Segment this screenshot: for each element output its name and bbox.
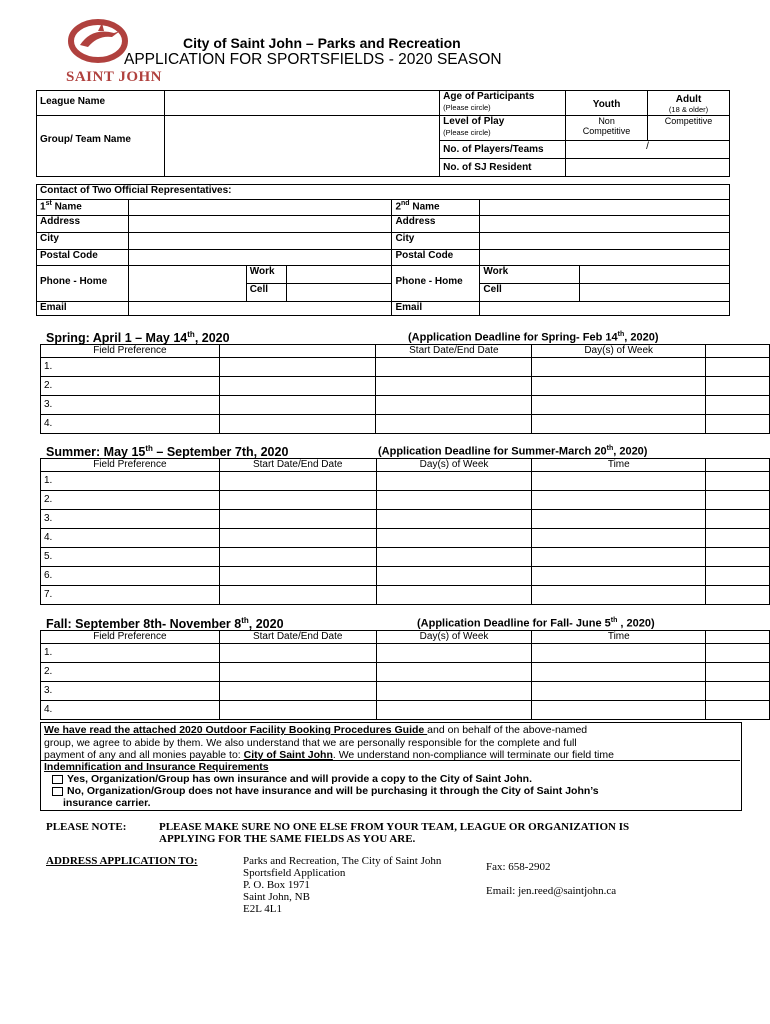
page-title: APPLICATION FOR SPORTSFIELDS - 2020 SEASON: [124, 51, 502, 68]
spring-cell[interactable]: [706, 358, 770, 377]
fall-cell[interactable]: [532, 701, 706, 720]
spring-row-3[interactable]: 3.: [41, 396, 220, 415]
summer-title: Summer: May 15th – September 7th, 2020: [46, 444, 289, 460]
players-field[interactable]: /: [566, 141, 730, 159]
fall-row-1[interactable]: 1.: [41, 644, 220, 663]
summer-cell[interactable]: [532, 586, 706, 605]
fall-cell[interactable]: [532, 682, 706, 701]
summer-cell[interactable]: [376, 586, 532, 605]
address-field-2[interactable]: [480, 216, 730, 233]
agreement-text-3a: payment of any and all monies payable to:: [44, 749, 244, 761]
fall-cell[interactable]: [219, 663, 376, 682]
please-circle-note-2: (Please circle): [443, 128, 491, 137]
insurance-no-label-2: insurance carrier.: [63, 797, 151, 809]
contact-email[interactable]: Email: jen.reed@saintjohn.ca: [486, 885, 617, 897]
summer-cell[interactable]: [376, 491, 532, 510]
second-name-field[interactable]: [480, 200, 730, 216]
summer-cell[interactable]: [219, 529, 376, 548]
work-field-2[interactable]: [580, 266, 730, 284]
spring-cell[interactable]: [219, 415, 376, 434]
summer-cell[interactable]: [532, 529, 706, 548]
first-name-field[interactable]: [128, 200, 392, 216]
summer-cell[interactable]: [219, 491, 376, 510]
postal-label-2: Postal Code: [392, 250, 480, 266]
org-line: City of Saint John – Parks and Recreation: [183, 35, 461, 51]
group-name-field[interactable]: [164, 116, 439, 177]
summer-cell[interactable]: [706, 586, 770, 605]
summer-row-5[interactable]: 5.: [41, 548, 220, 567]
adult-option[interactable]: [648, 91, 730, 116]
work-field-1[interactable]: [286, 266, 392, 284]
fall-title: Fall: September 8th- November 8th, 2020: [46, 616, 284, 632]
fall-cell[interactable]: [706, 644, 770, 663]
address-label-2: Address: [392, 216, 480, 233]
spring-row-4[interactable]: 4.: [41, 415, 220, 434]
spring-col-days: Day(s) of Week: [532, 345, 706, 358]
fall-row-2[interactable]: 2.: [41, 663, 220, 682]
logo-text: SAINT JOHN: [66, 69, 162, 85]
work-label-2: Work: [480, 266, 580, 284]
fall-table: [40, 630, 770, 720]
addr-line-3: P. O. Box 1971: [243, 879, 310, 891]
competitive-option[interactable]: Competitive: [648, 116, 730, 141]
summer-cell[interactable]: [706, 472, 770, 491]
phone-home-field-1[interactable]: [128, 266, 246, 302]
fall-cell[interactable]: [376, 701, 532, 720]
level-label: Level of Play: [443, 116, 505, 127]
note-line-1: PLEASE MAKE SURE NO ONE ELSE FROM YOUR TEAM, LEAGUE OR ORGANIZATION IS: [159, 821, 630, 833]
summer-cell[interactable]: [219, 586, 376, 605]
fall-deadline: (Application Deadline for Fall- June 5th , 2020): [417, 617, 655, 630]
please-note-label: PLEASE NOTE:: [46, 821, 127, 833]
spring-title: Spring: April 1 – May 14th, 2020: [46, 330, 230, 346]
fall-cell[interactable]: [532, 644, 706, 663]
insurance-no-label: No, Organization/Group does not have insurance and will be purchasing it through the City of Saint John’s: [67, 785, 599, 797]
summer-row-7[interactable]: 7.: [41, 586, 220, 605]
summer-cell[interactable]: [376, 548, 532, 567]
insurance-heading: Indemnification and Insurance Requirements: [44, 761, 269, 773]
spring-col-blank: [219, 345, 376, 358]
players-label: No. of Players/Teams: [440, 141, 566, 159]
summer-table: [40, 458, 770, 605]
agreement-text-3b: City of Saint John: [243, 749, 333, 761]
mailing-address: [243, 855, 441, 915]
summer-col-field: Field Preference: [41, 459, 220, 472]
summer-cell[interactable]: [532, 491, 706, 510]
sj-resident-field[interactable]: [566, 159, 730, 177]
spring-cell[interactable]: [532, 396, 706, 415]
city-label-2: City: [392, 233, 480, 250]
cell-label-1: Cell: [246, 284, 286, 302]
spring-cell[interactable]: [219, 377, 376, 396]
email-label-2: Email: [392, 302, 480, 316]
agreement-text-3c: . We understand non-compliance will terminate our field time: [332, 749, 614, 761]
summer-cell[interactable]: [706, 510, 770, 529]
summer-cell[interactable]: [376, 567, 532, 586]
sj-resident-label: No. of SJ Resident: [440, 159, 566, 177]
fax-number: Fax: 658-2902: [486, 861, 551, 873]
spring-row-2[interactable]: 2.: [41, 377, 220, 396]
spring-col-blank-2: [706, 345, 770, 358]
contact-heading: Contact of Two Official Representatives:: [37, 185, 730, 200]
second-name-label: 2nd Name: [392, 200, 480, 216]
email-field-2[interactable]: [480, 302, 730, 316]
fall-cell[interactable]: [219, 682, 376, 701]
summer-col-time: Time: [532, 459, 706, 472]
spring-cell[interactable]: [532, 358, 706, 377]
summer-row-6[interactable]: 6.: [41, 567, 220, 586]
addr-line-4: Saint John, NB: [243, 891, 310, 903]
fall-cell[interactable]: [219, 701, 376, 720]
summer-col-days: Day(s) of Week: [376, 459, 532, 472]
address-label: ADDRESS APPLICATION TO:: [46, 855, 198, 867]
email-label-1: Email: [37, 302, 129, 316]
agreement-text-2: group, we agree to abide by them. We also understand that we are personally responsible for the complete and full: [44, 736, 577, 749]
spring-table: [40, 344, 770, 434]
summer-row-4[interactable]: 4.: [41, 529, 220, 548]
address-label-1: Address: [37, 216, 129, 233]
fall-cell[interactable]: [376, 682, 532, 701]
first-name-label: 1st Name: [37, 200, 129, 216]
please-circle-note: (Please circle): [443, 103, 491, 112]
fall-col-blank: [706, 631, 770, 644]
spring-cell[interactable]: [219, 396, 376, 415]
fall-row-3[interactable]: 3.: [41, 682, 220, 701]
summer-col-dates: Start Date/End Date: [219, 459, 376, 472]
fall-cell[interactable]: [219, 644, 376, 663]
youth-option[interactable]: Youth: [566, 91, 648, 116]
cell-field-1[interactable]: [286, 284, 392, 302]
checkbox-no[interactable]: [52, 787, 63, 796]
postal-field-1[interactable]: [128, 250, 392, 266]
summer-cell[interactable]: [219, 567, 376, 586]
spring-cell[interactable]: [706, 396, 770, 415]
fall-col-dates: Start Date/End Date: [219, 631, 376, 644]
note-line-2: APPLYING FOR THE SAME FIELDS AS YOU ARE.: [159, 833, 416, 845]
fall-col-field: Field Preference: [41, 631, 220, 644]
adult-note: (18 & older): [668, 105, 709, 114]
spring-cell[interactable]: [532, 377, 706, 396]
fall-cell[interactable]: [706, 663, 770, 682]
phone-home-label-1: Phone - Home: [37, 266, 129, 302]
spring-cell[interactable]: [219, 358, 376, 377]
fall-col-days: Day(s) of Week: [376, 631, 532, 644]
insurance-yes-label: Yes, Organization/Group has own insurance and will provide a copy to the City of Saint John.: [67, 773, 532, 785]
city-label-1: City: [37, 233, 129, 250]
agreement-text-1: and on behalf of the above-named: [427, 724, 588, 736]
adult-label: Adult: [675, 94, 702, 105]
email-field-1[interactable]: [128, 302, 392, 316]
city-field-1[interactable]: [128, 233, 392, 250]
fall-cell[interactable]: [706, 682, 770, 701]
summer-cell[interactable]: [219, 472, 376, 491]
postal-label-1: Postal Code: [37, 250, 129, 266]
agreement-text: [44, 724, 743, 762]
spring-cell[interactable]: [376, 377, 532, 396]
summer-cell[interactable]: [376, 529, 532, 548]
summer-cell[interactable]: [532, 472, 706, 491]
cell-field-2[interactable]: [580, 284, 730, 302]
summer-cell[interactable]: [219, 548, 376, 567]
fall-col-time: Time: [532, 631, 706, 644]
summer-cell[interactable]: [219, 510, 376, 529]
city-logo-icon: [68, 19, 130, 63]
summer-cell[interactable]: [532, 548, 706, 567]
summer-row-1[interactable]: 1.: [41, 472, 220, 491]
city-field-2[interactable]: [480, 233, 730, 250]
addr-line-5: E2L 4L1: [243, 903, 282, 915]
postal-field-2[interactable]: [480, 250, 730, 266]
non-competitive-option[interactable]: [566, 116, 648, 141]
summer-row-2[interactable]: 2.: [41, 491, 220, 510]
spring-cell[interactable]: [376, 396, 532, 415]
spring-cell[interactable]: [376, 358, 532, 377]
league-name-field[interactable]: [164, 91, 439, 116]
summer-cell[interactable]: [376, 472, 532, 491]
fall-cell[interactable]: [376, 644, 532, 663]
please-note-text: [159, 821, 629, 845]
contact-table: [36, 184, 730, 316]
spring-cell[interactable]: [706, 415, 770, 434]
insurance-yes-option[interactable]: [52, 773, 532, 785]
non-label: Non: [598, 116, 615, 126]
spring-col-dates: Start Date/End Date: [376, 345, 532, 358]
summer-cell[interactable]: [706, 567, 770, 586]
addr-line-2: Sportsfield Application: [243, 867, 346, 879]
summer-col-blank: [706, 459, 770, 472]
work-label-1: Work: [246, 266, 286, 284]
spring-col-field: Field Preference: [41, 345, 220, 358]
spring-cell[interactable]: [706, 377, 770, 396]
summer-deadline: (Application Deadline for Summer-March 20th, 2020): [378, 445, 648, 458]
summer-cell[interactable]: [706, 491, 770, 510]
fall-cell[interactable]: [376, 663, 532, 682]
summer-cell[interactable]: [376, 510, 532, 529]
fall-cell[interactable]: [706, 701, 770, 720]
cell-label-2: Cell: [480, 284, 580, 302]
agreement-lead: We have read the attached 2020 Outdoor Facility Booking Procedures Guide: [44, 724, 428, 736]
addr-line-1: Parks and Recreation, The City of Saint John: [243, 855, 442, 867]
summer-cell[interactable]: [706, 529, 770, 548]
summer-cell[interactable]: [706, 548, 770, 567]
insurance-no-option[interactable]: [52, 785, 599, 797]
league-name-label: League Name: [37, 91, 165, 116]
age-label: Age of Participants: [443, 91, 535, 102]
phone-home-label-2: Phone - Home: [392, 266, 480, 302]
spring-cell[interactable]: [532, 415, 706, 434]
spring-row-1[interactable]: 1.: [41, 358, 220, 377]
competitive-label: Competitive: [582, 126, 631, 136]
fall-cell[interactable]: [532, 663, 706, 682]
summer-row-3[interactable]: 3.: [41, 510, 220, 529]
address-field-1[interactable]: [128, 216, 392, 233]
spring-cell[interactable]: [376, 415, 532, 434]
checkbox-yes[interactable]: [52, 775, 63, 784]
summer-cell[interactable]: [532, 567, 706, 586]
fall-row-4[interactable]: 4.: [41, 701, 220, 720]
league-table: [36, 90, 730, 177]
group-name-label: Group/ Team Name: [37, 116, 165, 177]
spring-deadline: (Application Deadline for Spring- Feb 14th, 2020): [408, 331, 659, 344]
summer-cell[interactable]: [532, 510, 706, 529]
